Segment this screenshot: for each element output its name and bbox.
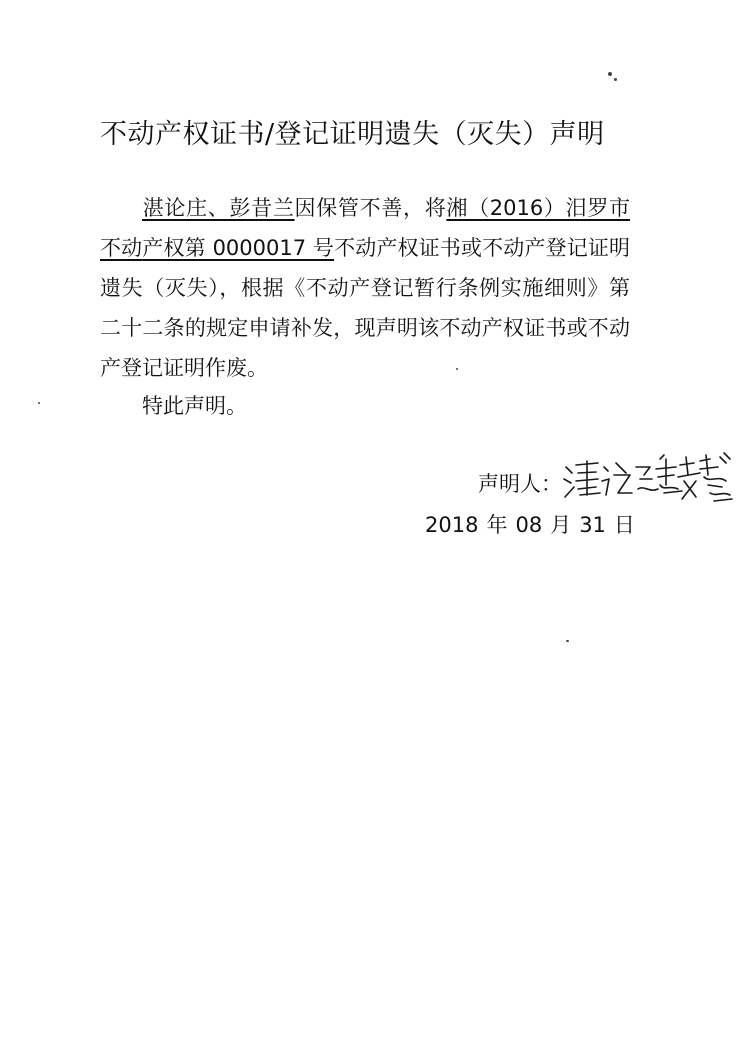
- closing-statement: 特此声明。: [142, 394, 247, 418]
- certificate-number-part-2: 产权第 0000017 号: [142, 236, 335, 260]
- paragraph-text-2: 不动产权证书或不动产登记证明遗失（灭失），根据《不动产登记暂行条例实施细则》第二十二条的规定申请补发，现声明该不动产权证书或不动产登记证明作废。: [100, 236, 630, 380]
- date-day: 31: [579, 513, 606, 537]
- scan-speck: [456, 368, 458, 370]
- date-year-unit: 年: [486, 513, 508, 537]
- scan-speck: [614, 78, 617, 81]
- date-month: 08: [515, 513, 543, 537]
- date-day-unit: 日: [613, 513, 635, 537]
- scan-speck: [38, 402, 40, 404]
- document-title: 不动产权证书/登记证明遗失（灭失）声明: [100, 119, 605, 150]
- declaration-paragraph: [100, 188, 630, 388]
- certificate-number-part-1: 湘（2016）汨罗市不动: [100, 196, 631, 260]
- date-month-unit: 月: [550, 513, 572, 537]
- date-year: 2018: [425, 513, 479, 537]
- scan-speck: [566, 640, 569, 642]
- declarant-label: 声明人：: [478, 472, 562, 496]
- scan-speck: [608, 72, 612, 76]
- declaration-date: [425, 509, 643, 539]
- declarant-names: 湛论庄、彭昔兰: [142, 196, 295, 220]
- paragraph-text-1: 因保管不善，将: [294, 196, 447, 220]
